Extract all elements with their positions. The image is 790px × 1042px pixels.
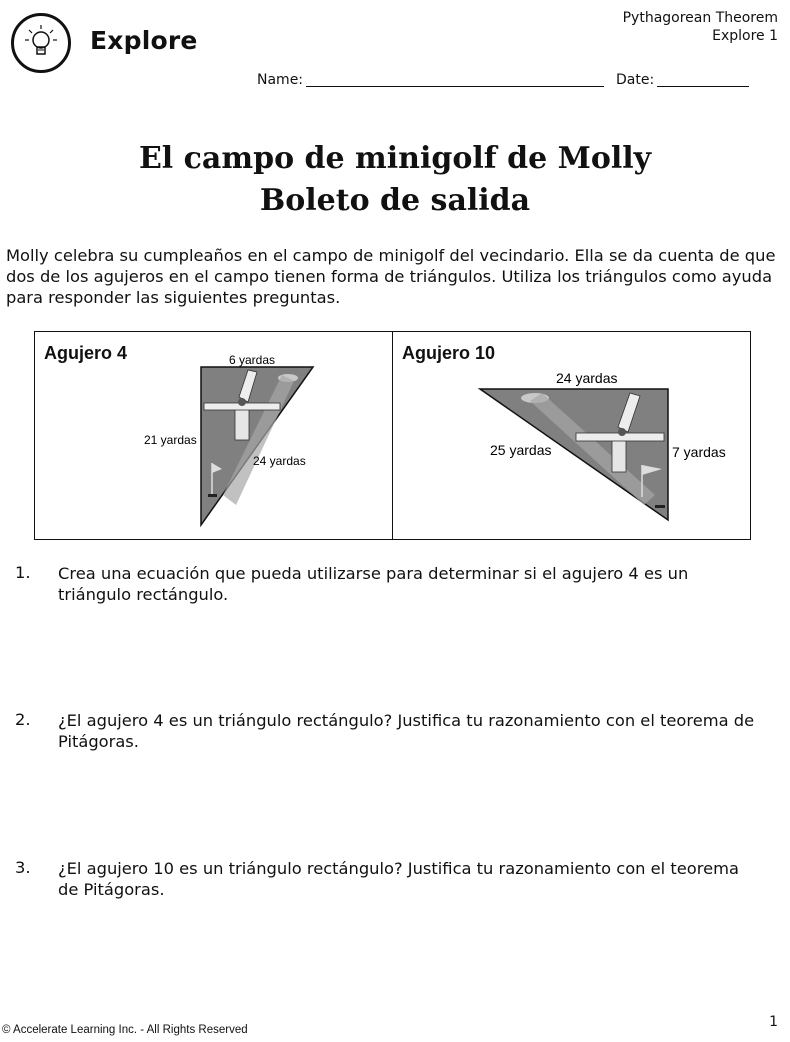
question-2-text: ¿El agujero 4 es un triángulo rectángulo? Justifica tu razonamiento con el teorema de Pitágoras. — [58, 711, 755, 751]
copyright-footer: © Accelerate Learning Inc. - All Rights Reserved — [2, 1024, 248, 1036]
hole4-left-label: 21 yardas — [144, 433, 197, 447]
hole4-diagram — [140, 345, 390, 535]
hole10-title: Agujero 10 — [402, 343, 496, 363]
name-label: Name: — [257, 72, 304, 88]
hole4-title: Agujero 4 — [44, 343, 128, 363]
hole10-left-label: 25 yardas — [490, 442, 552, 458]
hole4-top-label: 6 yardas — [229, 353, 276, 367]
page-title — [0, 138, 790, 222]
question-3-text: ¿El agujero 10 es un triángulo rectángulo? Justifica tu razonamiento con el teorema de Pitágoras. — [58, 859, 739, 899]
title-line-1: El campo de minigolf de Molly — [138, 141, 652, 176]
question-1-text: Crea una ecuación que pueda utilizarse para determinar si el agujero 4 es un triángulo rectángulo. — [58, 564, 689, 604]
activity-label: Explore 1 — [712, 28, 778, 44]
hole10-top-label: 24 yardas — [556, 370, 618, 386]
question-1-number: 1. — [15, 563, 31, 582]
section-label: Explore — [90, 26, 198, 55]
hole10-right-label: 7 yardas — [672, 444, 726, 460]
page-number: 1 — [769, 1014, 778, 1030]
hole4-hyp-label: 24 yardas — [253, 454, 306, 468]
date-label: Date: — [616, 72, 655, 88]
lightbulb-icon — [14, 16, 68, 70]
title-line-2: Boleto de salida — [259, 183, 531, 218]
subject-label: Pythagorean Theorem — [622, 10, 778, 26]
explore-logo — [11, 13, 71, 73]
question-3-number: 3. — [15, 858, 31, 877]
intro-paragraph: Molly celebra su cumpleaños en el campo de minigolf del vecindario. Ella se da cuenta de que dos de los agujeros en el campo tienen forma de triángulos. Utiliza los triángulos como ayuda para responder las siguientes preguntas. — [6, 246, 776, 307]
figure-divider — [392, 331, 393, 540]
name-field[interactable] — [306, 86, 604, 87]
question-2-number: 2. — [15, 710, 31, 729]
header-meta — [623, 9, 778, 45]
date-field[interactable] — [657, 86, 749, 87]
hole10-diagram — [400, 365, 748, 537]
